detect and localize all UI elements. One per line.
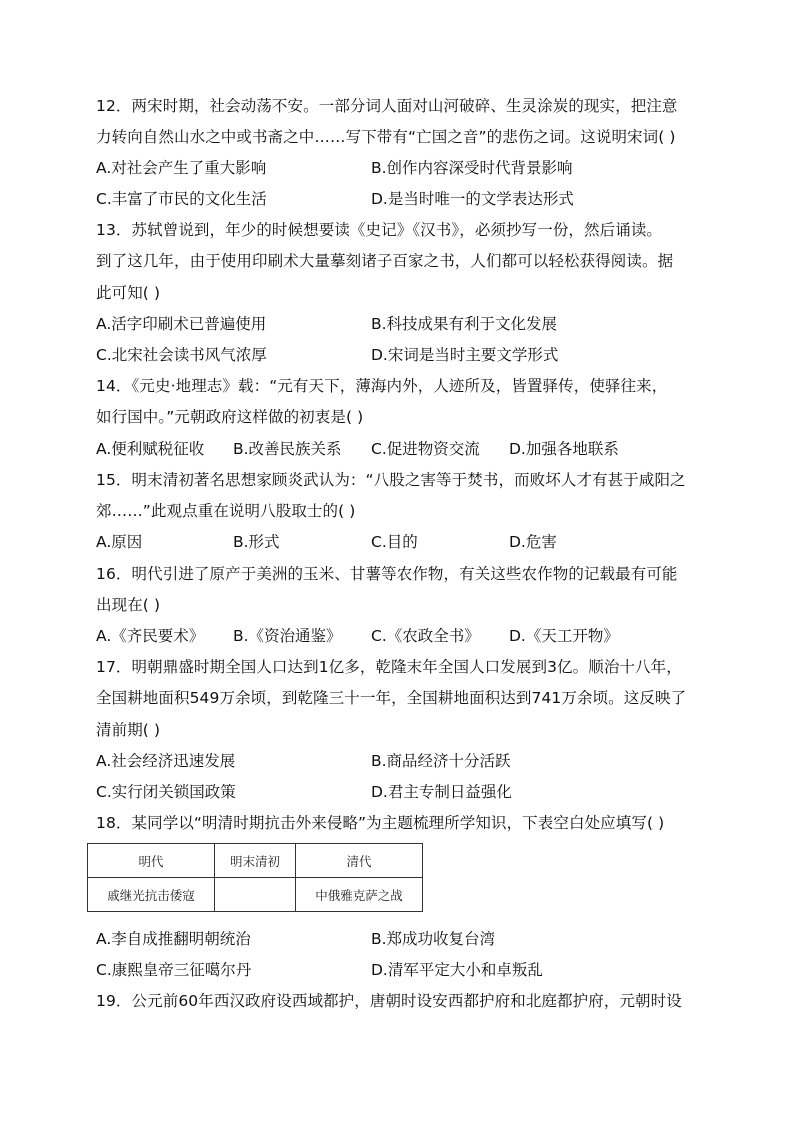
q15-option-c[interactable]: C.目的 [371, 533, 418, 551]
q13-stem-line-3: 此可知( ) [96, 284, 161, 302]
q17-stem-line-2: 全国耕地面积549万余顷，到乾隆三十一年，全国耕地面积达到741万余顷。这反映了 [96, 689, 687, 707]
q15-stem-line-2: 郊……”此观点重在说明八股取士的( ) [96, 502, 356, 520]
q14-option-b[interactable]: B.改善民族关系 [233, 440, 342, 458]
q18-option-a[interactable]: A.李自成推翻明朝统治 [96, 930, 251, 948]
q13-option-c[interactable]: C.北宋社会读书风气浓厚 [96, 346, 267, 364]
q13-stem-line-1: 13．苏轼曾说到，年少的时候想要读《史记》《汉书》，必须抄写一份，然后诵读。 [96, 221, 663, 239]
table-header-cell: 明末清初 [215, 844, 296, 878]
q18-option-b[interactable]: B.郑成功收复台湾 [371, 930, 496, 948]
q18-option-c[interactable]: C.康熙皇帝三征噶尔丹 [96, 961, 252, 979]
q12-option-a[interactable]: A.对社会产生了重大影响 [96, 159, 267, 177]
table-cell: 戚继光抗击倭寇 [88, 878, 215, 912]
q16-option-d[interactable]: D.《天工开物》 [509, 627, 619, 645]
q16-option-b[interactable]: B.《资治通鉴》 [233, 627, 342, 645]
q16-stem-line-2: 出现在( ) [96, 596, 161, 614]
q14-stem-line-2: 如行国中。”元朝政府这样做的初衷是( ) [96, 408, 364, 426]
q16-option-c[interactable]: C.《农政全书》 [371, 627, 480, 645]
q12-option-b[interactable]: B.创作内容深受时代背景影响 [371, 159, 573, 177]
q18-option-d[interactable]: D.清军平定大小和卓叛乱 [371, 961, 543, 979]
q12-option-c[interactable]: C.丰富了市民的文化生活 [96, 190, 267, 208]
table-header-row [88, 844, 423, 878]
q12-stem-line-2: 力转向自然山水之中或书斋之中……写下带有“亡国之音”的悲伤之词。这说明宋词( ) [96, 128, 676, 146]
q17-option-a[interactable]: A.社会经济迅速发展 [96, 752, 236, 770]
q16-option-a[interactable]: A.《齐民要术》 [96, 627, 205, 645]
q13-stem-line-2: 到了这几年，由于使用印刷术大量摹刻诸子百家之书，人们都可以轻松获得阅读。据 [96, 252, 674, 270]
table-row [88, 878, 423, 912]
table-cell: 中俄雅克萨之战 [296, 878, 423, 912]
q14-option-a[interactable]: A.便利赋税征收 [96, 440, 205, 458]
q13-option-b[interactable]: B.科技成果有利于文化发展 [371, 315, 558, 333]
q18-stem-line-1: 18．某同学以“明清时期抗击外来侵略”为主题梳理所学知识，下表空白处应填写( ) [96, 814, 665, 832]
table-header-cell: 清代 [296, 844, 423, 878]
q14-option-d[interactable]: D.加强各地联系 [509, 440, 619, 458]
q17-option-c[interactable]: C.实行闭关锁国政策 [96, 783, 236, 801]
table-header-cell: 明代 [88, 844, 215, 878]
q12-option-d[interactable]: D.是当时唯一的文学表达形式 [371, 190, 574, 208]
q17-stem-line-1: 17．明朝鼎盛时期全国人口达到1亿多，乾隆末年全国人口发展到3亿。顺治十八年， [96, 658, 682, 676]
q15-option-a[interactable]: A.原因 [96, 533, 143, 551]
q15-option-d[interactable]: D.危害 [509, 533, 557, 551]
q12-stem-line-1: 12．两宋时期，社会动荡不安。一部分词人面对山河破碎、生灵涂炭的现实，把注意 [96, 97, 678, 115]
q17-stem-line-3: 清前期( ) [96, 721, 161, 739]
q13-option-a[interactable]: A.活字印刷术已普遍使用 [96, 315, 267, 333]
q16-stem-line-1: 16．明代引进了原产于美洲的玉米、甘薯等农作物，有关这些农作物的记载最有可能 [96, 565, 678, 583]
q14-stem-line-1: 14．《元史·地理志》载：“元有天下，薄海内外，人迹所及，皆置驿传，使驿往来， [96, 377, 668, 395]
q13-option-d[interactable]: D.宋词是当时主要文学形式 [371, 346, 559, 364]
table-cell-blank [215, 878, 296, 912]
q14-option-c[interactable]: C.促进物资交流 [371, 440, 480, 458]
q17-option-d[interactable]: D.君主专制日益强化 [371, 783, 512, 801]
q15-option-b[interactable]: B.形式 [233, 533, 280, 551]
q17-option-b[interactable]: B.商品经济十分活跃 [371, 752, 511, 770]
q18-table [87, 843, 423, 912]
q19-stem-line-1: 19．公元前60年西汉政府设西域都护，唐朝时设安西都护府和北庭都护府，元朝时设 [96, 992, 682, 1010]
q15-stem-line-1: 15．明末清初著名思想家顾炎武认为：“八股之害等于焚书，而败坏人才有甚于咸阳之 [96, 471, 686, 489]
